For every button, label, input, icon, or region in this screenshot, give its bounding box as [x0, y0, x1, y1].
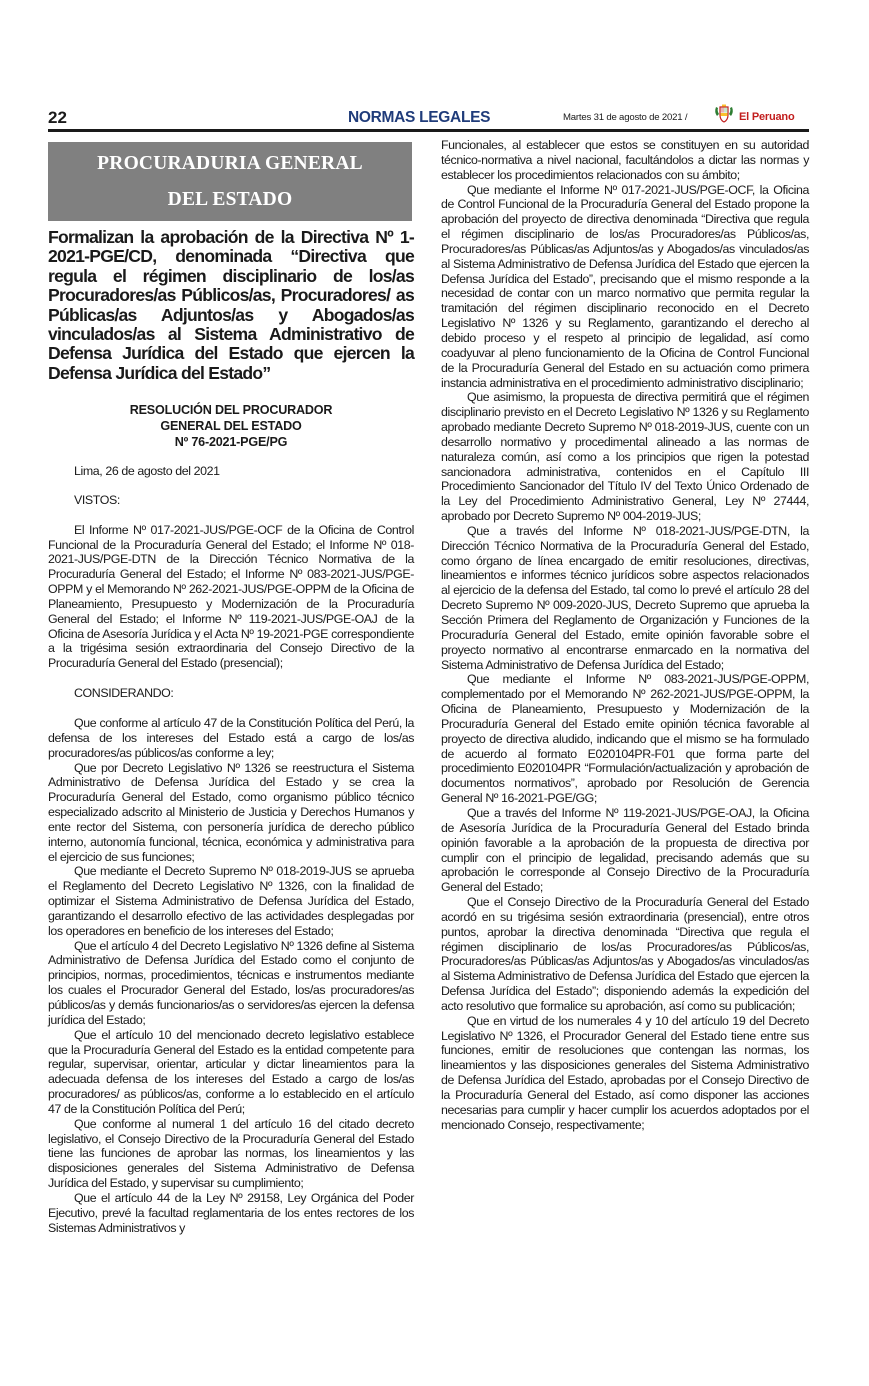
- paragraph: Que en virtud de los numerales 4 y 10 del artículo 19 del Decreto Legislativo Nº 1326, el Procurador General del Estado tiene entre sus funciones, emitir de resoluciones que contengan las normas, los lineamientos y las disposiciones generales del Sistema Administrativo de Defensa Jurídica del Estado, aprobadas por el Consejo Directivo de la Procuraduría General del Estado, así como disponer las acciones necesarias para cumplir y hacer cumplir los acuerdos adoptados por el mencionado Consejo, respectivamente;: [441, 1013, 809, 1132]
- vistos-paragraph: El Informe Nº 017-2021-JUS/PGE-OCF de la Oficina de Control Funcional de la Procuraduría General del Estado; el Informe Nº 018-2021-JUS/PGE-DTN de la Dirección Técnico Normativa de la Procuraduría General del Estado; el Informe Nº 083-2021-JUS/PGE-OPPM y el Memorando Nº 262-2021-JUS/PGE-OPPM de la Oficina de Planeamiento, Presupuesto y Modernización de la Procuraduría General del Estado; el Informe Nº 119-2021-JUS/PGE-OAJ de la Oficina de Asesoría Jurídica y el Acta Nº 19-2021-PGE correspondiente a la trigésima sesión extraordinaria del Consejo Directivo de la Procuraduría General del Estado (presencial);: [48, 522, 414, 671]
- paragraph: Que a través del Informe Nº 018-2021-JUS/PGE-DTN, la Dirección Técnico Normativa de la Procuraduría General del Estado, como órgano de línea encargado de emitir resoluciones, directivas, lineamientos e informes técnico jurídicos sobre aspectos relacionados al ejercicio de la defensa del Estado, tal como lo prevé el artículo 28 del Decreto Supremo Nº 009-2020-JUS, Decreto Supremo que aprueba la Sección Primera del Reglamento de Organización y Funciones de la Procuraduría General del Estado, emite opinión favorable sobre el proyecto normativo al encontrarse enmarcado en la normativa del Sistema Administrativo de Defensa Jurídica del Estado;: [441, 523, 809, 672]
- paragraph: Que mediante el Informe Nº 083-2021-JUS/PGE-OPPM, complementado por el Memorando Nº 262-2021-JUS/PGE-OPPM, la Oficina de Planeamiento, Presupuesto y Modernización de la Procuraduría General del Estado emite opinión técnica favorable al proyecto de directiva aludido, indicando que el mismo se ha formulado de acuerdo al formato E020104PR-F01 que forma parte del procedimiento E020104PR “Formulación/actualización y aprobación de documentos normativos”, aprobado por Resolución de Gerencia General Nº 16-2021-PGE/GG;: [441, 672, 809, 806]
- resolution-heading-line3: Nº 76-2021-PGE/PG: [174, 434, 288, 449]
- considerando-heading: CONSIDERANDO:: [74, 686, 174, 701]
- paragraph: Que el Consejo Directivo de la Procuraduría General del Estado acordó en su trigésima sesión extraordinaria (presencial), entre otros puntos, aprobar la directiva denominada “Directiva que regula el régimen disciplinario de los/as Procuradores/as Públicos/as, Procuradores/as Públicas/as Adjuntos/as y Abogados/as vinculados/as al Sistema Administrativo de Defensa Jurídica del Estado que ejercen la Defensa Jurídica del Estado”; disponiendo además la expedición del acto resolutivo que formalice su aprobación, así como su publicación;: [441, 895, 809, 1013]
- coat-of-arms-icon: [713, 104, 735, 124]
- header-divider: [48, 129, 809, 132]
- left-text-column: [48, 464, 414, 1236]
- paragraph: Que el artículo 4 del Decreto Legislativo Nº 1326 define al Sistema Administrativo de Defensa Jurídica del Estado como el conjunto de principios, normas, procedimientos, técnicas e instrumentos mediante los cuales el Procurador General del Estado, los/as procuradores/as públicos/as y demás funcionarios/as o servidores/as ejercen la defensa jurídica del Estado;: [48, 938, 414, 1027]
- paragraph: Que mediante el Informe Nº 017-2021-JUS/PGE-OCF, la Oficina de Control Funcional de la Procuraduría General del Estado propone la aprobación del proyecto de directiva denominada “Directiva que regula el régimen disciplinario de los/as Procuradores/as Públicos/as, Procuradores/as Públicas/as Adjuntos/as y Abogados/as vinculados/as al Sistema Administrativo de Defensa Jurídica del Estado que ejercen la Defensa Jurídica del Estado”, precisando que el mismo responde a la necesidad de contar con un marco normativo que permita regular la tramitación del régimen disciplinario reconocido en el Decreto Legislativo Nº 1326 y su Reglamento, garantizando el derecho al debido proceso y el respeto al principio de legalidad, así como coadyuvar al pleno funcionamiento de la Oficina de Control Funcional de la Procuraduría General del Estado en su actuación como primera instancia administrativa en el procedimiento administrativo disciplinario;: [441, 182, 809, 390]
- paragraph: Que asimismo, la propuesta de directiva permitirá que el régimen disciplinario previsto en el Decreto Legislativo Nº 1326 y su Reglamento aprobado mediante Decreto Supremo Nº 018-2019-JUS, cuente con un desarrollo normativo y procedimental alineado a las normas de naturaleza común, así como a los principios que rigen la potestad sancionadora administrativa, contenidos en el Capítulo III Procedimiento Sancionador del Título IV del Texto Único Ordenado de la Ley del Procedimiento Administrativo General, Ley Nº 27444, aprobado por Decreto Supremo Nº 004-2019-JUS;: [441, 390, 809, 524]
- institution-banner-line1: PROCURADURIA GENERAL: [97, 153, 363, 174]
- paragraph: Que a través del Informe Nº 119-2021-JUS/PGE-OAJ, la Oficina de Asesoría Jurídica de la Procuraduría General del Estado brinda opinión favorable a la aprobación de la propuesta de directiva por cumplir con el principio de legalidad, precisando además que su aprobación le corresponde al Consejo Directivo de la Procuraduría General del Estado;: [441, 805, 809, 895]
- paragraph: Que el artículo 10 del mencionado decreto legislativo establece que la Procuraduría General del Estado es la entidad competente para regular, supervisar, orientar, articular y dictar lineamientos para la adecuada defensa de los intereses del Estado a cargo de los/as procuradores/ as públicos/as, conforme a lo establecido en el artículo 47 de la Constitución Política del Perú;: [48, 1027, 414, 1116]
- paragraph: Que conforme al numeral 1 del artículo 16 del citado decreto legislativo, el Consejo Directivo de la Procuraduría General del Estado tiene las funciones de aprobar las normas, los lineamientos y las disposiciones generales del Sistema Administrativo de Defensa Jurídica del Estado, y supervisar su cumplimiento;: [48, 1116, 414, 1191]
- institution-banner: [48, 142, 412, 221]
- brand-logo-text: El Peruano: [739, 111, 795, 123]
- publication-date: Martes 31 de agosto de 2021 /: [563, 112, 688, 123]
- resolution-heading-line1: RESOLUCIÓN DEL PROCURADOR: [129, 403, 333, 417]
- page-number: 22: [48, 108, 67, 127]
- norm-title: Formalizan la aprobación de la Directiva Nº 1-2021-PGE/CD, denominada “Directiva que regula el régimen disciplinario de los/as Procuradores/as Públicos/as, Procuradores/ as Públicas/as Adjuntos/as y Abogados/as vinculados/as al Sistema Administrativo de Defensa Jurídica del Estado que ejercen la Defensa Jurídica del Estado”: [48, 227, 414, 383]
- paragraph-continuation: Funcionales, al establecer que estos se constituyen en su autoridad técnico-normativa a nivel nacional, facultándolos a dictar las normas y establecer los procedimientos relacionados con su ámbito;: [441, 138, 809, 182]
- resolution-heading-line2: GENERAL DEL ESTADO: [160, 418, 302, 433]
- paragraph: Que mediante el Decreto Supremo Nº 018-2019-JUS se aprueba el Reglamento del Decreto Legislativo Nº 1326, con la finalidad de optimizar el Sistema Administrativo de Defensa Jurídica del Estado, garantizando el desarrollo efectivo de las actividades desplegadas por los operadores en beneficio de los intereses del Estado;: [48, 864, 414, 938]
- section-title: NORMAS LEGALES: [348, 109, 491, 126]
- paragraph: Que el artículo 44 de la Ley Nº 29158, Ley Orgánica del Poder Ejecutivo, prevé la facultad reglamentaria de los entes rectores de los Sistemas Administrativos y: [48, 1190, 414, 1235]
- paragraph: Que conforme al artículo 47 de la Constitución Política del Perú, la defensa de los intereses del Estado está a cargo de los/as procuradores/as públicos/as conforme a ley;: [48, 715, 414, 760]
- paragraph: Que por Decreto Legislativo Nº 1326 se reestructura el Sistema Administrativo de Defensa Jurídica del Estado y se crea la Procuraduría General del Estado, como organismo público técnico especializado adscrito al Ministerio de Justicia y Derechos Humanos y ente rector del Sistema, con personería jurídica de derecho público interno, autonomía funcional, técnica, económica y administrativa para el ejercicio de sus funciones;: [48, 760, 414, 864]
- place-date: Lima, 26 de agosto del 2021: [74, 464, 220, 478]
- resolution-heading: [48, 403, 414, 450]
- vistos-heading: VISTOS:: [74, 492, 120, 507]
- institution-banner-line2: DEL ESTADO: [167, 189, 293, 210]
- right-text-column: [441, 138, 809, 1133]
